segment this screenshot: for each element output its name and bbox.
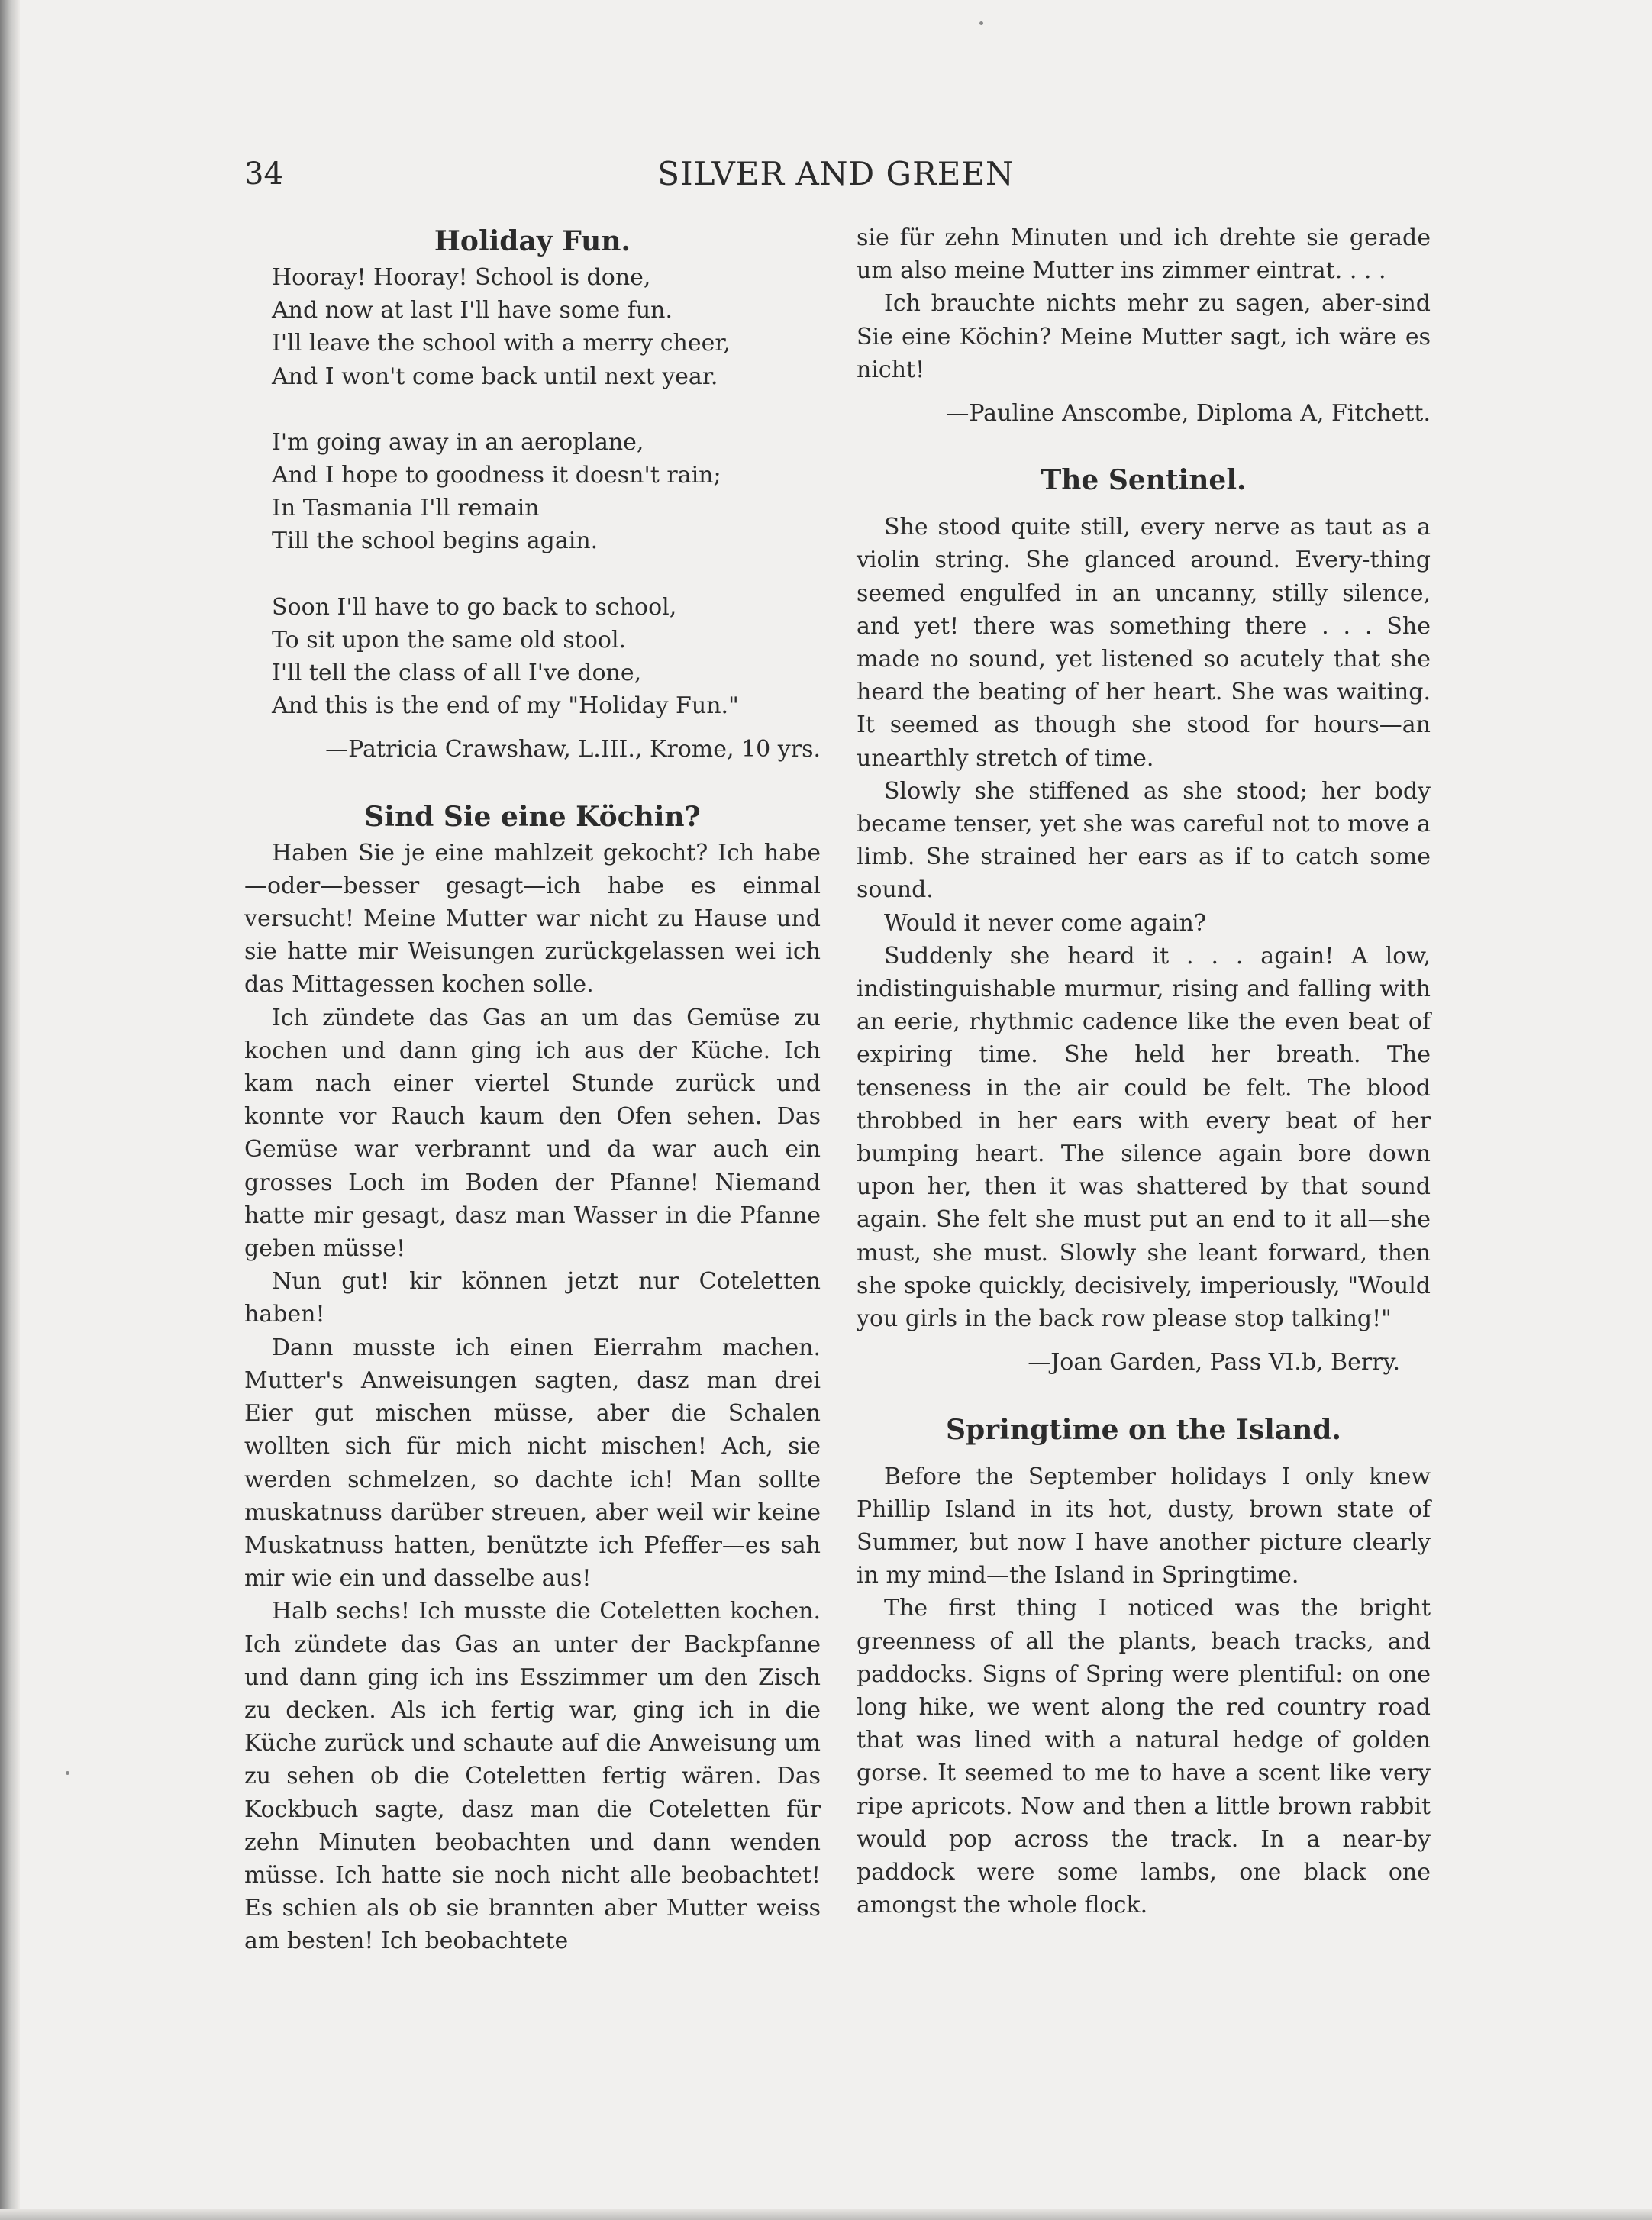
article-paragraph: Haben Sie je eine mahlzeit gekocht? Ich habe—oder—besser gesagt—ich habe es einmal versucht! Meine Mutter war nicht zu Hause und sie hatte mir Weisungen zurückgelassen wei ich das Mittagessen kochen solle. — [244, 839, 821, 999]
poem-line: I'll tell the class of all I've done, — [272, 660, 642, 687]
poem-line: And this is the end of my "Holiday Fun." — [272, 692, 739, 720]
poem-stanza — [272, 261, 821, 393]
article-paragraph: Suddenly she heard it . . . again! A low, indistinguishable murmur, rising and falling with an eerie, rhythmic cadence like the even beat of expiring time. She held her breath. The tenseness in the air could be felt. The blood throbbed in her ears with every beat of her bumping heart. The silence again bore down upon her, then it was shattered by that sound again. She felt she must put an end to it all—she must, she must. Slowly she leant forward, then she spoke quickly, decisively, imperiously, "Would you girls in the back row please stop talking!" — [857, 942, 1431, 1333]
article-paragraph: Nun gut! kir können jetzt nur Coteletten haben! — [244, 1268, 821, 1328]
paper-speck — [979, 21, 983, 25]
book-spine-shadow — [0, 0, 20, 2220]
poem-line: Hooray! Hooray! School is done, — [272, 264, 651, 291]
article-holiday-fun — [244, 221, 821, 766]
article-paragraph: Before the September holidays I only knew Phillip Island in its hot, dusty, brown state of Summer, but now I have another picture clearly in my mind—the Island in Springtime. — [857, 1463, 1431, 1589]
right-column — [857, 221, 1431, 1922]
poem-line: And now at last I'll have some fun. — [272, 297, 673, 324]
poem-line: I'm going away in an aeroplane, — [272, 428, 644, 456]
article-springtime — [857, 1410, 1431, 1922]
poem-line: To sit upon the same old stool. — [272, 626, 627, 653]
poem-line: Soon I'll have to go back to school, — [272, 593, 677, 621]
article-paragraph: Slowly she stiffened as she stood; her body became tenser, yet she was careful not to move a limb. She strained her ears as if to catch some sound. — [857, 777, 1431, 904]
article-paragraph: The first thing I noticed was the bright greenness of all the plants, beach tracks, and paddocks. Signs of Spring were plentiful: on one long hike, we went along the red country road that was lined with a natural hedge of golden gorse. It seemed to me to have a scent like very ripe apricots. Now and then a little brown rabbit would pop across the track. In a near-by paddock were some lambs, one black one amongst the whole flock. — [857, 1595, 1431, 1919]
article-paragraph: Ich brauchte nichts mehr zu sagen, aber-sind Sie eine Köchin? Meine Mutter sagt, ich wäre es nicht! — [857, 290, 1431, 383]
article-paragraph: sie für zehn Minuten und ich drehte sie gerade um also meine Mutter ins zimmer eintrat. . . . — [857, 224, 1431, 285]
poem-line: I'll leave the school with a merry cheer, — [272, 330, 731, 357]
poem-stanza — [272, 591, 821, 723]
poem — [244, 261, 821, 722]
article-title: Springtime on the Island. — [946, 1413, 1341, 1446]
left-column — [244, 221, 821, 1958]
poem-line: And I hope to goodness it doesn't rain; — [272, 462, 721, 489]
article-attribution: —Joan Garden, Pass VI.b, Berry. — [1028, 1349, 1400, 1376]
article-paragraph: Halb sechs! Ich musste die Coteletten kochen. Ich zündete das Gas an unter der Backpfanne und dann ging ich ins Esszimmer um den Zisch zu decken. Als ich fertig war, ging ich in die Küche zurück und schaute auf die Anweisung um zu sehen ob die Coteletten fertig wären. Das Kockbuch sagte, dasz man die Coteletten für zehn Minuten beobachten und dann wenden müsse. Ich hatte sie noch nicht alle beobachtet! Es schien als ob sie brannten aber Mutter weiss am besten! Ich beobachtete — [244, 1598, 821, 1955]
page-header — [244, 151, 1428, 197]
running-title: SILVER AND GREEN — [657, 155, 1015, 192]
poem-stanza — [272, 426, 821, 558]
paper-speck — [66, 1771, 69, 1775]
poem-line: And I won't come back until next year. — [272, 363, 718, 390]
article-kochin-continued — [857, 221, 1431, 430]
article-attribution: —Pauline Anscombe, Diploma A, Fitchett. — [946, 400, 1431, 428]
article-sentinel — [857, 460, 1431, 1379]
article-paragraph: She stood quite still, every nerve as taut as a violin string. She glanced around. Every-thing seemed engulfed in an uncanny, stilly silence, and yet! there was something there . . . She made no sound, yet listened so acutely that she heard the beating of her heart. She was waiting. It seemed as though she stood for hours—an unearthly stretch of time. — [857, 514, 1431, 772]
article-paragraph: Would it never come again? — [884, 909, 1206, 937]
article-title: Holiday Fun. — [434, 225, 631, 257]
article-title: The Sentinel. — [1041, 464, 1247, 497]
page-bottom-edge — [0, 2209, 1652, 2220]
article-paragraph: Dann musste ich einen Eierrahm machen. Mutter's Anweisungen sagten, dasz man drei Eier gut mischen müsse, aber die Schalen wollten sich für mich nicht mischen! Ach, sie werden schmelzen, so dachte ich! Man sollte muskatnuss darüber streuen, aber weil wir keine Muskatnuss hatten, benützte ich Pfeffer—es sah mir wie ein und dasselbe aus! — [244, 1334, 821, 1592]
article-attribution: —Patricia Crawshaw, L.III., Krome, 10 yrs. — [325, 736, 821, 763]
article-paragraph: Ich zündete das Gas an um das Gemüse zu kochen und dann ging ich aus der Küche. Ich kam nach einer viertel Stunde zurück und konnte vor Rauch kaum den Ofen sehen. Das Gemüse war verbrannt und da war auch ein grosses Loch im Boden der Pfanne! Niemand hatte mir gesagt, dasz man Wasser in die Pfanne geben müsse! — [244, 1004, 821, 1263]
page-number: 34 — [244, 156, 283, 192]
article-kochin — [244, 797, 821, 1958]
poem-line: Till the school begins again. — [272, 528, 599, 555]
article-title: Sind Sie eine Köchin? — [364, 800, 701, 833]
poem-line: In Tasmania I'll remain — [272, 495, 540, 522]
